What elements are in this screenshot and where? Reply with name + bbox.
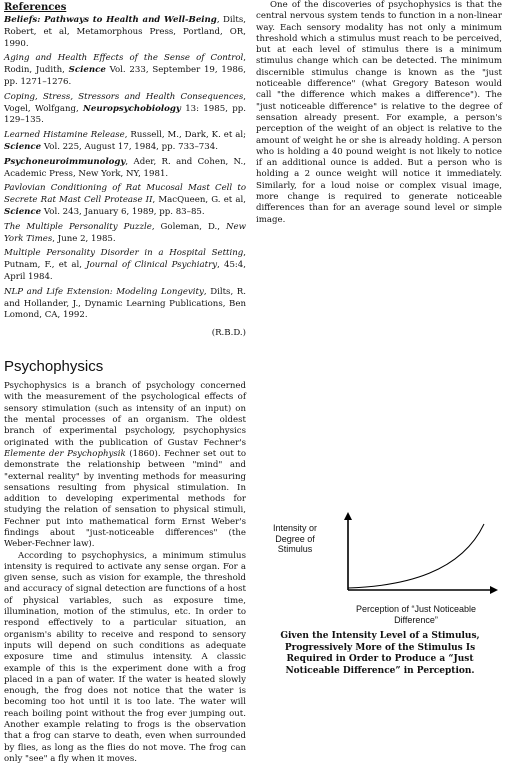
left-column <box>4 0 246 765</box>
author-credit: (R.B.D.) <box>211 328 246 339</box>
article-title: Psychophysics <box>4 358 104 376</box>
y-axis-arrow <box>344 512 352 520</box>
reference-item: Multiple Personality Disorder in a Hospital Setting, Putnam, F., et al, Journal of Clinical Psychiatry, 45:4, April 1984. <box>4 248 247 282</box>
reference-item: The Multiple Personality Puzzle, Goleman, D., New York Times, June 2, 1985. <box>4 221 246 244</box>
reference-item: Learned Histamine Release, Russell, M., Dark, K. et al; Science Vol. 225, August 17, 1984, pp. 733–734. <box>4 130 246 152</box>
reference-item: Pavlovian Conditioning of Rat Mucosal Mast Cell to Secrete Rat Mast Cell Protease II, MacQueen, G. et al, Science Vol. 243, January 6, 1989, pp. 83–85. <box>4 183 246 217</box>
paragraph: One of the discoveries of psychophysics is that the central nervous system tends to function in a non-linear way. Each sensory modality has not only a minimum threshold which a stimulus must reach to be perceived, but at each level of stimulus there is a minimum stimulus change which can be detected. The minimum discernible stimulus change is known as the "just noticeable difference" (what Gregory Bateson would call "the difference which makes a difference"). The "just noticeable difference" is relative to the degree of sensation already present. For example, a person's perception of the weight of an object is relative to the amount of weight he or she is already holding. A person who is holding a 40 pound weight is not likely to notice if an additional ounce is added. But a person who is holding a 2 ounce weight will notice it immediately. Similarly, for a loud noise or complex visual image, more change is required to generate noticeable differences than for an average sound level or simple image. <box>256 0 502 225</box>
paragraph: According to psychophysics, a minimum stimulus intensity is required to activate any sense organ. For a given sense, such as vision for example, the threshold and accuracy of signal detection are functions of a host of physical variables, such as exposure time, illumination, motion of the stimulus, etc. In order to respond effectively to a particular situation, an organism's ability to receive and respond to sensory inputs will depend on such conditions as adequate exposure time and stimulus intensity. A classic example of this is the experiment done with a frog placed in a pan of water. If the water is heated slowly enough, the frog does not notice that the water is becoming too hot until it is too late. The water will reach boiling point without the frog ever jumping out. Another example relating to frogs is the observation that a frog can starve to death, even when surrounded by flies, as long as the flies do not move. The frog can only "see" a fly when it moves. <box>4 550 246 764</box>
reference-item: Coping, Stress, Stressors and Health Consequences, Vogel, Wolfgang, Neuropsychobiology 13: 1985, pp. 129–135. <box>4 91 246 126</box>
reference-item: Beliefs: Pathways to Health and Well-Being, Dilts, Robert, et al, Metamorphous Press, Portland, OR, 1990. <box>4 15 246 49</box>
figure-caption: Given the Intensity Level of a Stimulus, Progressively More of the Stimulus Is Required in Order to Produce a “Just Noticeable Difference” in Perception. <box>280 631 480 676</box>
y-axis-label: Intensity or Degree of Stimulus <box>272 523 318 554</box>
right-column <box>256 0 502 226</box>
reference-item: NLP and Life Extension: Modeling Longevity, Dilts, R. and Hollander, J., Dynamic Learning Publications, Ben Lomond, CA, 1992. <box>4 286 246 321</box>
x-axis-arrow <box>490 586 498 594</box>
paragraph: Psychophysics is a branch of psychology concerned with the measurement of the psychological effects of sensory stimulation (such as intensity of an input) on the mental processes of an organism. The oldest branch of experimental psychology, psychophysics originated with the publication of Gustav Fechner's Elemente der Psychophysik (1860). Fechner set out to demonstrate the relationship between "mind" and "external reality" by inventing methods for measuring sensations resulting from physical stimulation. In addition to developing experimental methods for studying the relation of sensation to physical stimuli, Fechner put into mathematical form Ernst Weber's findings about "just-noticeable differences" (the Weber-Fechner law). <box>4 381 246 550</box>
jnd-figure <box>256 512 502 628</box>
jnd-curve <box>348 524 484 588</box>
reference-item: Psychoneuroimmunology, Ader, R. and Cohen, N., Academic Press, New York, NY, 1981. <box>4 156 246 179</box>
reference-item: Aging and Health Effects of the Sense of Control, Rodin, Judith, Science Vol. 233, September 19, 1986, pp. 1271–1276. <box>4 53 246 87</box>
x-axis-label: Perception of “Just Noticeable Difference” <box>355 604 477 625</box>
references-heading: References <box>4 2 67 13</box>
